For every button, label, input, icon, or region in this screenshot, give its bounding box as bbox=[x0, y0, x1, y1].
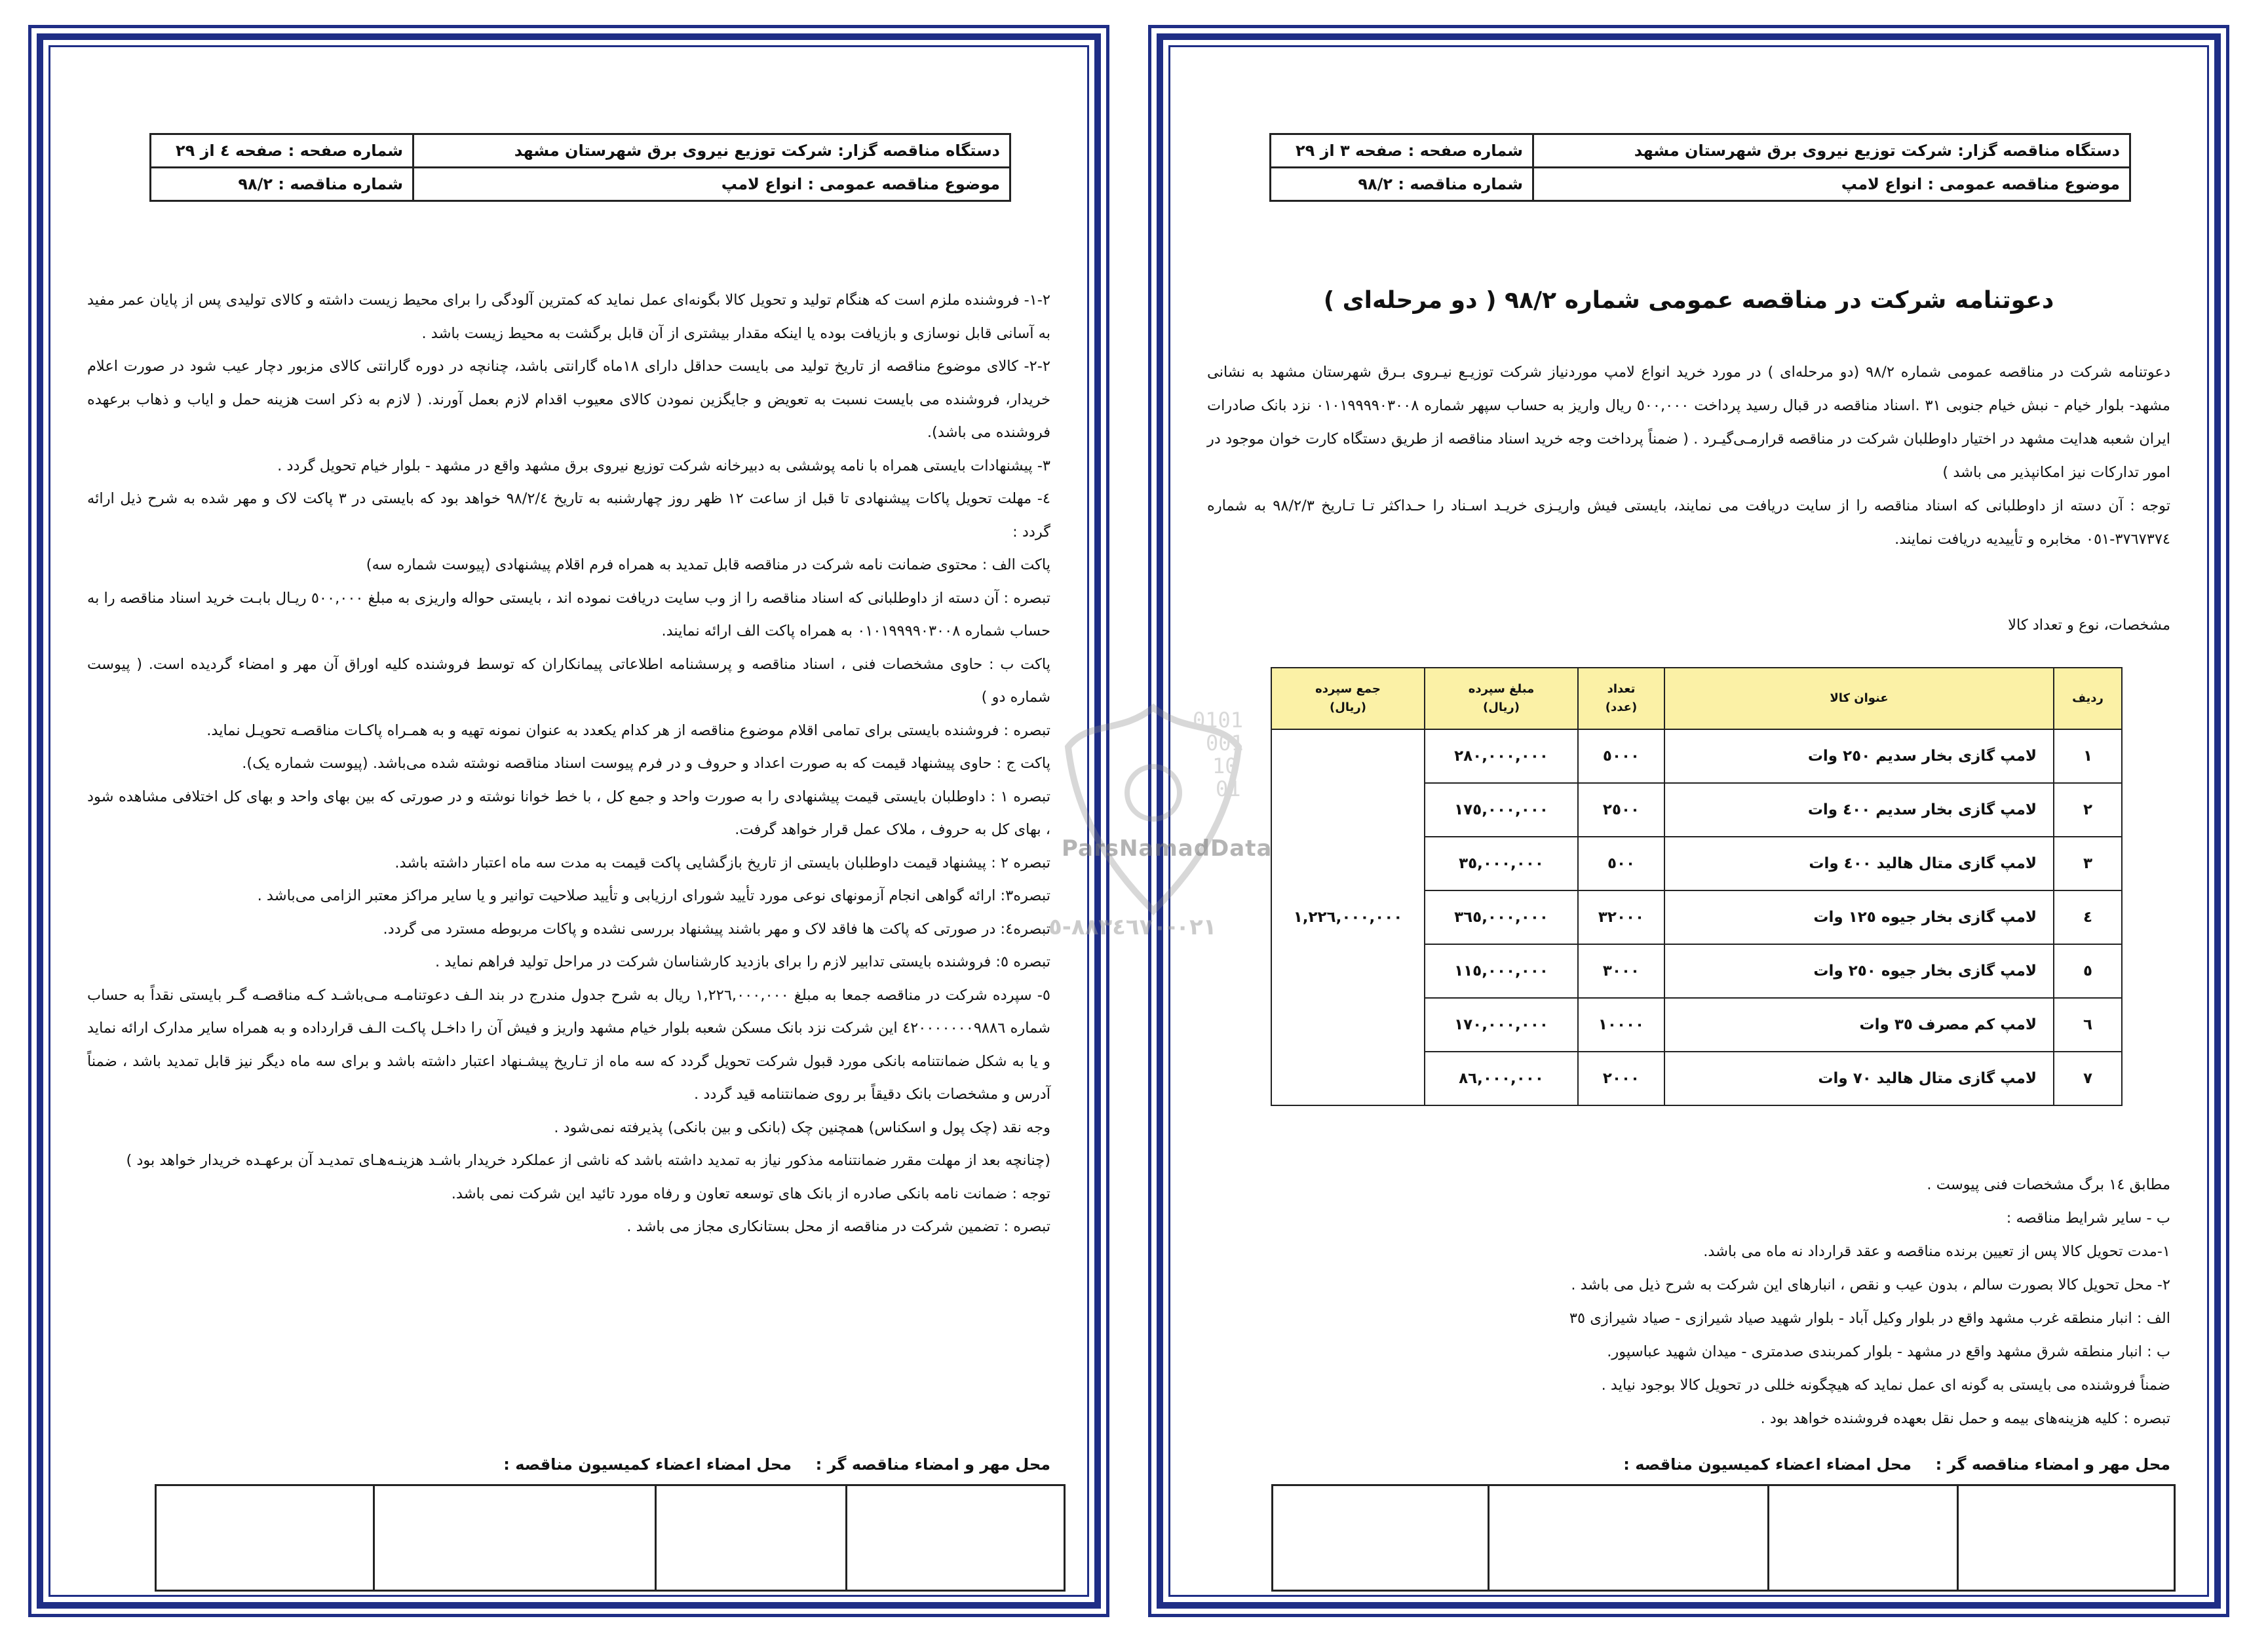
signature-box bbox=[156, 1485, 374, 1591]
header-tender-number: شماره مناقصه : ٩٨/٢ bbox=[1271, 168, 1533, 201]
quantity-cell: ٥٠٠ bbox=[1578, 837, 1664, 890]
item-name-cell: لامپ گازی بخار جیوه ٢٥٠ وات bbox=[1664, 944, 2054, 998]
col-header-row: ردیف bbox=[2054, 668, 2122, 729]
header-subject: موضوع مناقصه عمومی : انواع لامپ bbox=[413, 168, 1010, 201]
intro-note: توجه : آن دسته از داوطلبانی که اسناد مناقصه را از سایت دریافت می نمایند، بایستی فیش واریـزی خریـد اسـناد را حـداکثر تـا تـاریخ ٩٨/٢/٣ به شماره ٣٧٦٧٣٧٤-٠٥١ مخابره و تأییدیه دریافت نمایند. bbox=[1207, 497, 2171, 548]
table-row bbox=[1271, 783, 2122, 837]
header-page-number: شماره صفحه : صفحه ٣ از ٢٩ bbox=[1271, 134, 1533, 168]
condition-paragraph: پاکت ج : حاوی پیشنهاد قیمت که به صورت اعداد و حروف و در فرم پیوست اسناد مناقصه نوشته شده می‌باشد. (پیوست شماره یک). bbox=[242, 755, 1050, 772]
table-row bbox=[1271, 837, 2122, 890]
condition-paragraph: وجه نقد (چک پول و اسکناس) همچنین چک (بانکی و بین بانکی) پذیرفته نمی‌شود . bbox=[554, 1118, 1050, 1136]
condition-paragraph: تبصره : آن دسته از داوطلبانی که اسناد مناقصه را از وب سایت دریافت نموده اند ، بایستی حواله واریزی به مبلغ ٥٠٠,٠٠٠ ریـال بابـت خرید اسناد مناقصه را به حساب شماره ٠١٠١٩٩٩٩٠٣٠٠٨ به همراه پاکت الف ارائه نمایند. bbox=[87, 589, 1051, 640]
deposit-cell: ١٧٠,٠٠٠,٠٠٠ bbox=[1425, 998, 1578, 1052]
col-header-qty bbox=[1578, 668, 1664, 729]
header-org: دستگاه مناقصه گزار: شرکت توزیع نیروی برق شهرستان مشهد bbox=[413, 134, 1010, 168]
signature-boxes bbox=[1271, 1484, 2176, 1592]
condition-line: ٢- محل تحویل کالا بصورت سالم ، بدون عیب و نقص ، انبارهای این شرکت به شرح ذیل می باشد . bbox=[1571, 1276, 2170, 1293]
intro-paragraph: دعوتنامه شرکت در مناقصه عمومی شماره ٩٨/٢ (دو مرحله‌ای ) در مورد خرید انواع لامپ موردنیاز شرکت توزیـع نیـروی بـرق شهرستان مشهد به نشانی مشهد- بلوار خیام - نبش خیام جنوبی ٣١ .اسناد مناقصه در قبال رسید پرداخت ٥٠٠,٠٠٠ ریال واریز به حساب سپهر شماره ٠١٠١٩٩٩٩٠٣٠٠٨ نزد بانک صادرات ایران شعبه هدایت مشهد در اختیار داوطلبان شرکت در مناقصه قرارمـی‌گیـرد . ( ضمناً پرداخت وجه خرید اسناد مناقصه از طریق دستگاه کارت خوان موجود در امور تدارکات نیز امکانپذیر می باشد ) bbox=[1207, 364, 2170, 481]
condition-line: ١-مدت تحویل کالا پس از تعیین برنده مناقصه و عقد قرارداد نه ماه می باشد. bbox=[1703, 1243, 2170, 1260]
condition-paragraph: ٢-٢- کالای موضوع مناقصه از تاریخ تولید می بایست حداقل دارای ١٨ماه گارانتی باشد، چنانچه در دوره گارانتی کالای مزبور دچار عیب شود در صورت اعلام خریدار، فروشنده می بایست نسبت به تعویض و جایگزین نمودن کالای معیوب اقدام لازم بعمل آورند. ( لازم به ذکر است هزینه حمل و ایاب و ذهاب برعهده فروشنده می باشد). bbox=[87, 358, 1050, 441]
signature-box bbox=[847, 1485, 1065, 1591]
condition-paragraph: ٥- سپرده شرکت در مناقصه جمعا به مبلغ ١,٢٢٦,٠٠٠,٠٠٠ ریال به شرح جدول مندرج در بند الـف دعوتنامـه مـی‌باشـد کـه مناقصـه گـر بایستی نقداً به حساب شماره ٤٢٠٠٠٠٠٠٠٩٨٨٦ این شرکت نزد بانک مسکن شعبه بلوار خیام مشهد واریز و فیش آن را داخـل پاکـت الـف قرارداده و به همراه سایر مدارک ارائه نماید و یا به شکل ضمانتنامه بانکی مورد قبول شرکت تحویل گردد که سه ماه از تـاریخ پیشـنهاد اعتبار داشته باشد و برای سه ماه دیگر نیز قابل تمدید باشد ، ضمناً آدرس و مشخصات بانک دقیقاً بر روی ضمانتنامه قید گردد . bbox=[87, 986, 1050, 1103]
items-table bbox=[1271, 667, 2123, 1106]
page-header-table bbox=[1269, 133, 2131, 202]
item-name-cell: لامپ گازی بخار سدیم ٤٠٠ وات bbox=[1664, 783, 2054, 837]
item-name-cell: لامپ گازی متال هالید ٧٠ وات bbox=[1664, 1052, 2054, 1105]
item-name-cell: لامپ گازی بخار سدیم ٢٥٠ وات bbox=[1664, 729, 2054, 783]
other-conditions bbox=[1207, 1168, 2170, 1436]
condition-paragraph: ٣- پیشنهادات بایستی همراه با نامه پوششی به دبیرخانه شرکت توزیع نیروی برق مشهد واقع در مشهد - بلوار خیام تحویل گردد . bbox=[277, 457, 1050, 474]
quantity-cell: ٣٢٠٠٠ bbox=[1578, 890, 1664, 944]
condition-line: تبصره : کلیه هزینه‌های بیمه و حمل نقل بعهده فروشنده خواهد بود . bbox=[1760, 1410, 2170, 1427]
condition-paragraph: تبصره : فروشنده بایستی برای تمامی اقلام موضوع مناقصه از هر کدام یکعدد به عنوان نمونه تهیه و به همـراه پاکـات مناقصـه تحویـل نماید. bbox=[206, 721, 1050, 739]
col-header-deposit-label: مبلغ سپرده bbox=[1468, 682, 1535, 696]
col-header-item: عنوان کالا bbox=[1664, 668, 2054, 729]
watermark-phone: ٠٢١-٨٨٣٤٦٧٠-٥ bbox=[1048, 914, 1217, 940]
condition-line: ب - سایر شرایط مناقصه : bbox=[2006, 1210, 2170, 1227]
signature-label-commission: محل امضاء اعضاء کمیسیون مناقصه : bbox=[1623, 1455, 1912, 1474]
quantity-cell: ٢٠٠٠ bbox=[1578, 1052, 1664, 1105]
signature-box bbox=[655, 1485, 846, 1591]
col-header-qty-label: تعداد bbox=[1607, 682, 1636, 696]
item-name-cell: لامپ گازی متال هالید ٤٠٠ وات bbox=[1664, 837, 2054, 890]
quantity-cell: ٥٠٠٠ bbox=[1578, 729, 1664, 783]
col-header-deposit bbox=[1425, 668, 1578, 729]
condition-paragraph: تبصره٤: در صورتی که پاکت ها فاقد لاک و مهر باشند پیشنهاد بررسی نشده و پاکات مربوطه مسترد می گردد. bbox=[383, 920, 1050, 938]
document-page-3 bbox=[1148, 25, 2229, 1617]
table-row bbox=[1271, 1052, 2122, 1105]
signature-box bbox=[1489, 1485, 1769, 1591]
invitation-title: دعوتنامه شرکت در مناقصه عمومی شماره ٩٨/٢ ( دو مرحله‌ای ) bbox=[1323, 287, 2054, 314]
condition-paragraph: ٤- مهلت تحویل پاکات پیشنهادی تا قبل از ساعت ١٢ ظهر روز چهارشنبه به تاریخ ٩٨/٢/٤ خواهد بود که بایستی در ٣ پاکت لاک و مهر شده به شرح ذیل ارائه گردد : bbox=[87, 490, 1050, 541]
condition-line: مطابق ١٤ برگ مشخصات فنی پیوست . bbox=[1927, 1176, 2170, 1193]
deposit-cell: ٢٨٠,٠٠٠,٠٠٠ bbox=[1425, 729, 1578, 783]
item-name-cell: لامپ کم مصرف ٣٥ وات bbox=[1664, 998, 2054, 1052]
row-number-cell: ٢ bbox=[2054, 783, 2122, 837]
item-name-cell: لامپ گازی بخار جیوه ١٢٥ وات bbox=[1664, 890, 2054, 944]
condition-line: ضمناً فروشنده می بایستی به گونه ای عمل نماید که هیچگونه خللی در تحویل کالا بوجود نیاید . bbox=[1601, 1377, 2170, 1394]
row-number-cell: ٧ bbox=[2054, 1052, 2122, 1105]
total-deposit-cell: ١,٢٢٦,٠٠٠,٠٠٠ bbox=[1271, 729, 1425, 1105]
condition-paragraph: تبصره : تضمین شرکت در مناقصه از محل بستانکاری مجاز می باشد . bbox=[626, 1218, 1050, 1235]
deposit-cell: ٨٦,٠٠٠,٠٠٠ bbox=[1425, 1052, 1578, 1105]
header-tender-number: شماره مناقصه : ٩٨/٢ bbox=[151, 168, 413, 201]
row-number-cell: ٦ bbox=[2054, 998, 2122, 1052]
condition-paragraph: توجه : ضمانت نامه بانکی صادره از بانک های توسعه تعاون و رفاه مورد تائید این شرکت نمی باشد. bbox=[451, 1185, 1050, 1202]
condition-paragraph: پاکت ب : حاوی مشخصات فنی ، اسناد مناقصه و پرسشنامه اطلاعاتی پیمانکاران که توسط فروشنده کلیه اوراق آن مهر و امضاء گردیده است. ( پیوست شماره دو ) bbox=[87, 655, 1050, 706]
header-page-number: شماره صفحه : صفحه ٤ از ٢٩ bbox=[151, 134, 413, 168]
svg-text:0101: 0101 bbox=[1193, 708, 1244, 733]
signature-label-bidder: محل مهر و امضاء مناقصه گر : bbox=[1935, 1455, 2170, 1474]
svg-text:01: 01 bbox=[1216, 776, 1241, 801]
row-number-cell: ٤ bbox=[2054, 890, 2122, 944]
condition-paragraph: (چنانچه بعد از مهلت مقرر ضمانتنامه مذکور نیاز به تمدید داشته باشد که ناشی از عملکرد خریدار باشـد هزینـه‌هـای تمدیـد آن برعهـده خریدار خواهد بود ) bbox=[126, 1152, 1050, 1169]
signature-boxes bbox=[155, 1484, 1066, 1592]
condition-line: ب : انبار منطقه شرق مشهد واقع در مشهد - بلوار کمربندی صدمتری - میدان شهید عباسپور. bbox=[1607, 1343, 2170, 1360]
row-number-cell: ٥ bbox=[2054, 944, 2122, 998]
quantity-cell: ١٠٠٠٠ bbox=[1578, 998, 1664, 1052]
deposit-cell: ٣٦٥,٠٠٠,٠٠٠ bbox=[1425, 890, 1578, 944]
col-header-total-unit: (ریال) bbox=[1330, 700, 1366, 714]
signature-box bbox=[1958, 1485, 2175, 1591]
table-row bbox=[1271, 890, 2122, 944]
signature-label-bidder: محل مهر و امضاء مناقصه گر : bbox=[815, 1455, 1050, 1474]
condition-paragraph: تبصره ٢ : پیشنهاد قیمت داوطلبان بایستی از تاریخ بازگشایی پاکت قیمت به مدت سه ماه اعتبار داشته باشد. bbox=[394, 854, 1050, 871]
col-header-total-label: جمع سپرده bbox=[1315, 682, 1381, 696]
col-header-deposit-unit: (ریال) bbox=[1483, 700, 1520, 714]
header-org: دستگاه مناقصه گزار: شرکت توزیع نیروی برق شهرستان مشهد bbox=[1533, 134, 2130, 168]
conditions-body bbox=[87, 284, 1050, 1244]
condition-paragraph: تبصره٣: ارائه گواهی انجام آزمونهای نوعی مورد تأیید شورای ارزیابی و تأیید صلاحیت توانیر و یا سایر مراکز معتبر الزامی می‌باشد . bbox=[257, 887, 1050, 904]
items-table-body bbox=[1271, 729, 2122, 1105]
quantity-cell: ٢٥٠٠ bbox=[1578, 783, 1664, 837]
signature-label-commission: محل امضاء اعضاء کمیسیون مناقصه : bbox=[503, 1455, 792, 1474]
svg-text:10: 10 bbox=[1212, 754, 1238, 778]
quantity-cell: ٣٠٠٠ bbox=[1578, 944, 1664, 998]
condition-paragraph: تبصره ٥: فروشنده بایستی تدابیر لازم را برای بازدید کارشناسان شرکت در مراحل تولید فراهم نماید . bbox=[434, 953, 1050, 970]
table-row bbox=[1271, 998, 2122, 1052]
col-header-qty-unit: (عدد) bbox=[1605, 700, 1638, 714]
spec-heading: مشخصات، نوع و تعداد کالا bbox=[2008, 617, 2170, 634]
row-number-cell: ١ bbox=[2054, 729, 2122, 783]
deposit-cell: ٣٥,٠٠٠,٠٠٠ bbox=[1425, 837, 1578, 890]
signature-box bbox=[1273, 1485, 1489, 1591]
header-subject: موضوع مناقصه عمومی : انواع لامپ bbox=[1533, 168, 2130, 201]
row-number-cell: ٣ bbox=[2054, 837, 2122, 890]
condition-paragraph: پاکت الف : محتوی ضمانت نامه شرکت در مناقصه قابل تمدید به همراه فرم اقلام پیشنهادی (پیوست شماره سه) bbox=[366, 556, 1050, 573]
signature-box bbox=[374, 1485, 655, 1591]
deposit-cell: ١٧٥,٠٠٠,٠٠٠ bbox=[1425, 783, 1578, 837]
deposit-cell: ١١٥,٠٠٠,٠٠٠ bbox=[1425, 944, 1578, 998]
condition-paragraph: تبصره ١ : داوطلبان بایستی قیمت پیشنهادی را به صورت واحد و جمع کل ، با خط خوانا نوشته و در صورتی که بین بهای واحد و بهای کل اختلافی مشاهده شود ، بهای کل به حروف ، ملاک عمل قرار خواهد گرفت. bbox=[87, 788, 1050, 838]
table-row bbox=[1271, 944, 2122, 998]
invitation-intro bbox=[1207, 356, 2170, 556]
condition-line: الف : انبار منطقه غرب مشهد واقع در بلوار وکیل آباد - بلوار شهید صیاد شیرازی - صیاد شیرازی ٣٥ bbox=[1569, 1310, 2170, 1327]
page-header-table bbox=[149, 133, 1011, 202]
signature-box bbox=[1769, 1485, 1958, 1591]
table-row bbox=[1271, 729, 2122, 783]
condition-paragraph: ٢-١- فروشنده ملزم است که هنگام تولید و تحویل کالا بگونه‌ای عمل نماید که کمترین آلودگی را برای محیط زیست داشته و کالای تولیدی پس از پایان عمر مفید به آسانی قابل نوسازی و بازیافت بوده یا اینکه مقدار بیشتری از آن قابل برگشت به محیط زیست باشد . bbox=[87, 292, 1050, 342]
svg-text:001: 001 bbox=[1206, 731, 1244, 755]
document-page-4 bbox=[28, 25, 1109, 1617]
watermark-text: ParsNamadData bbox=[1062, 835, 1273, 862]
col-header-total bbox=[1271, 668, 1425, 729]
